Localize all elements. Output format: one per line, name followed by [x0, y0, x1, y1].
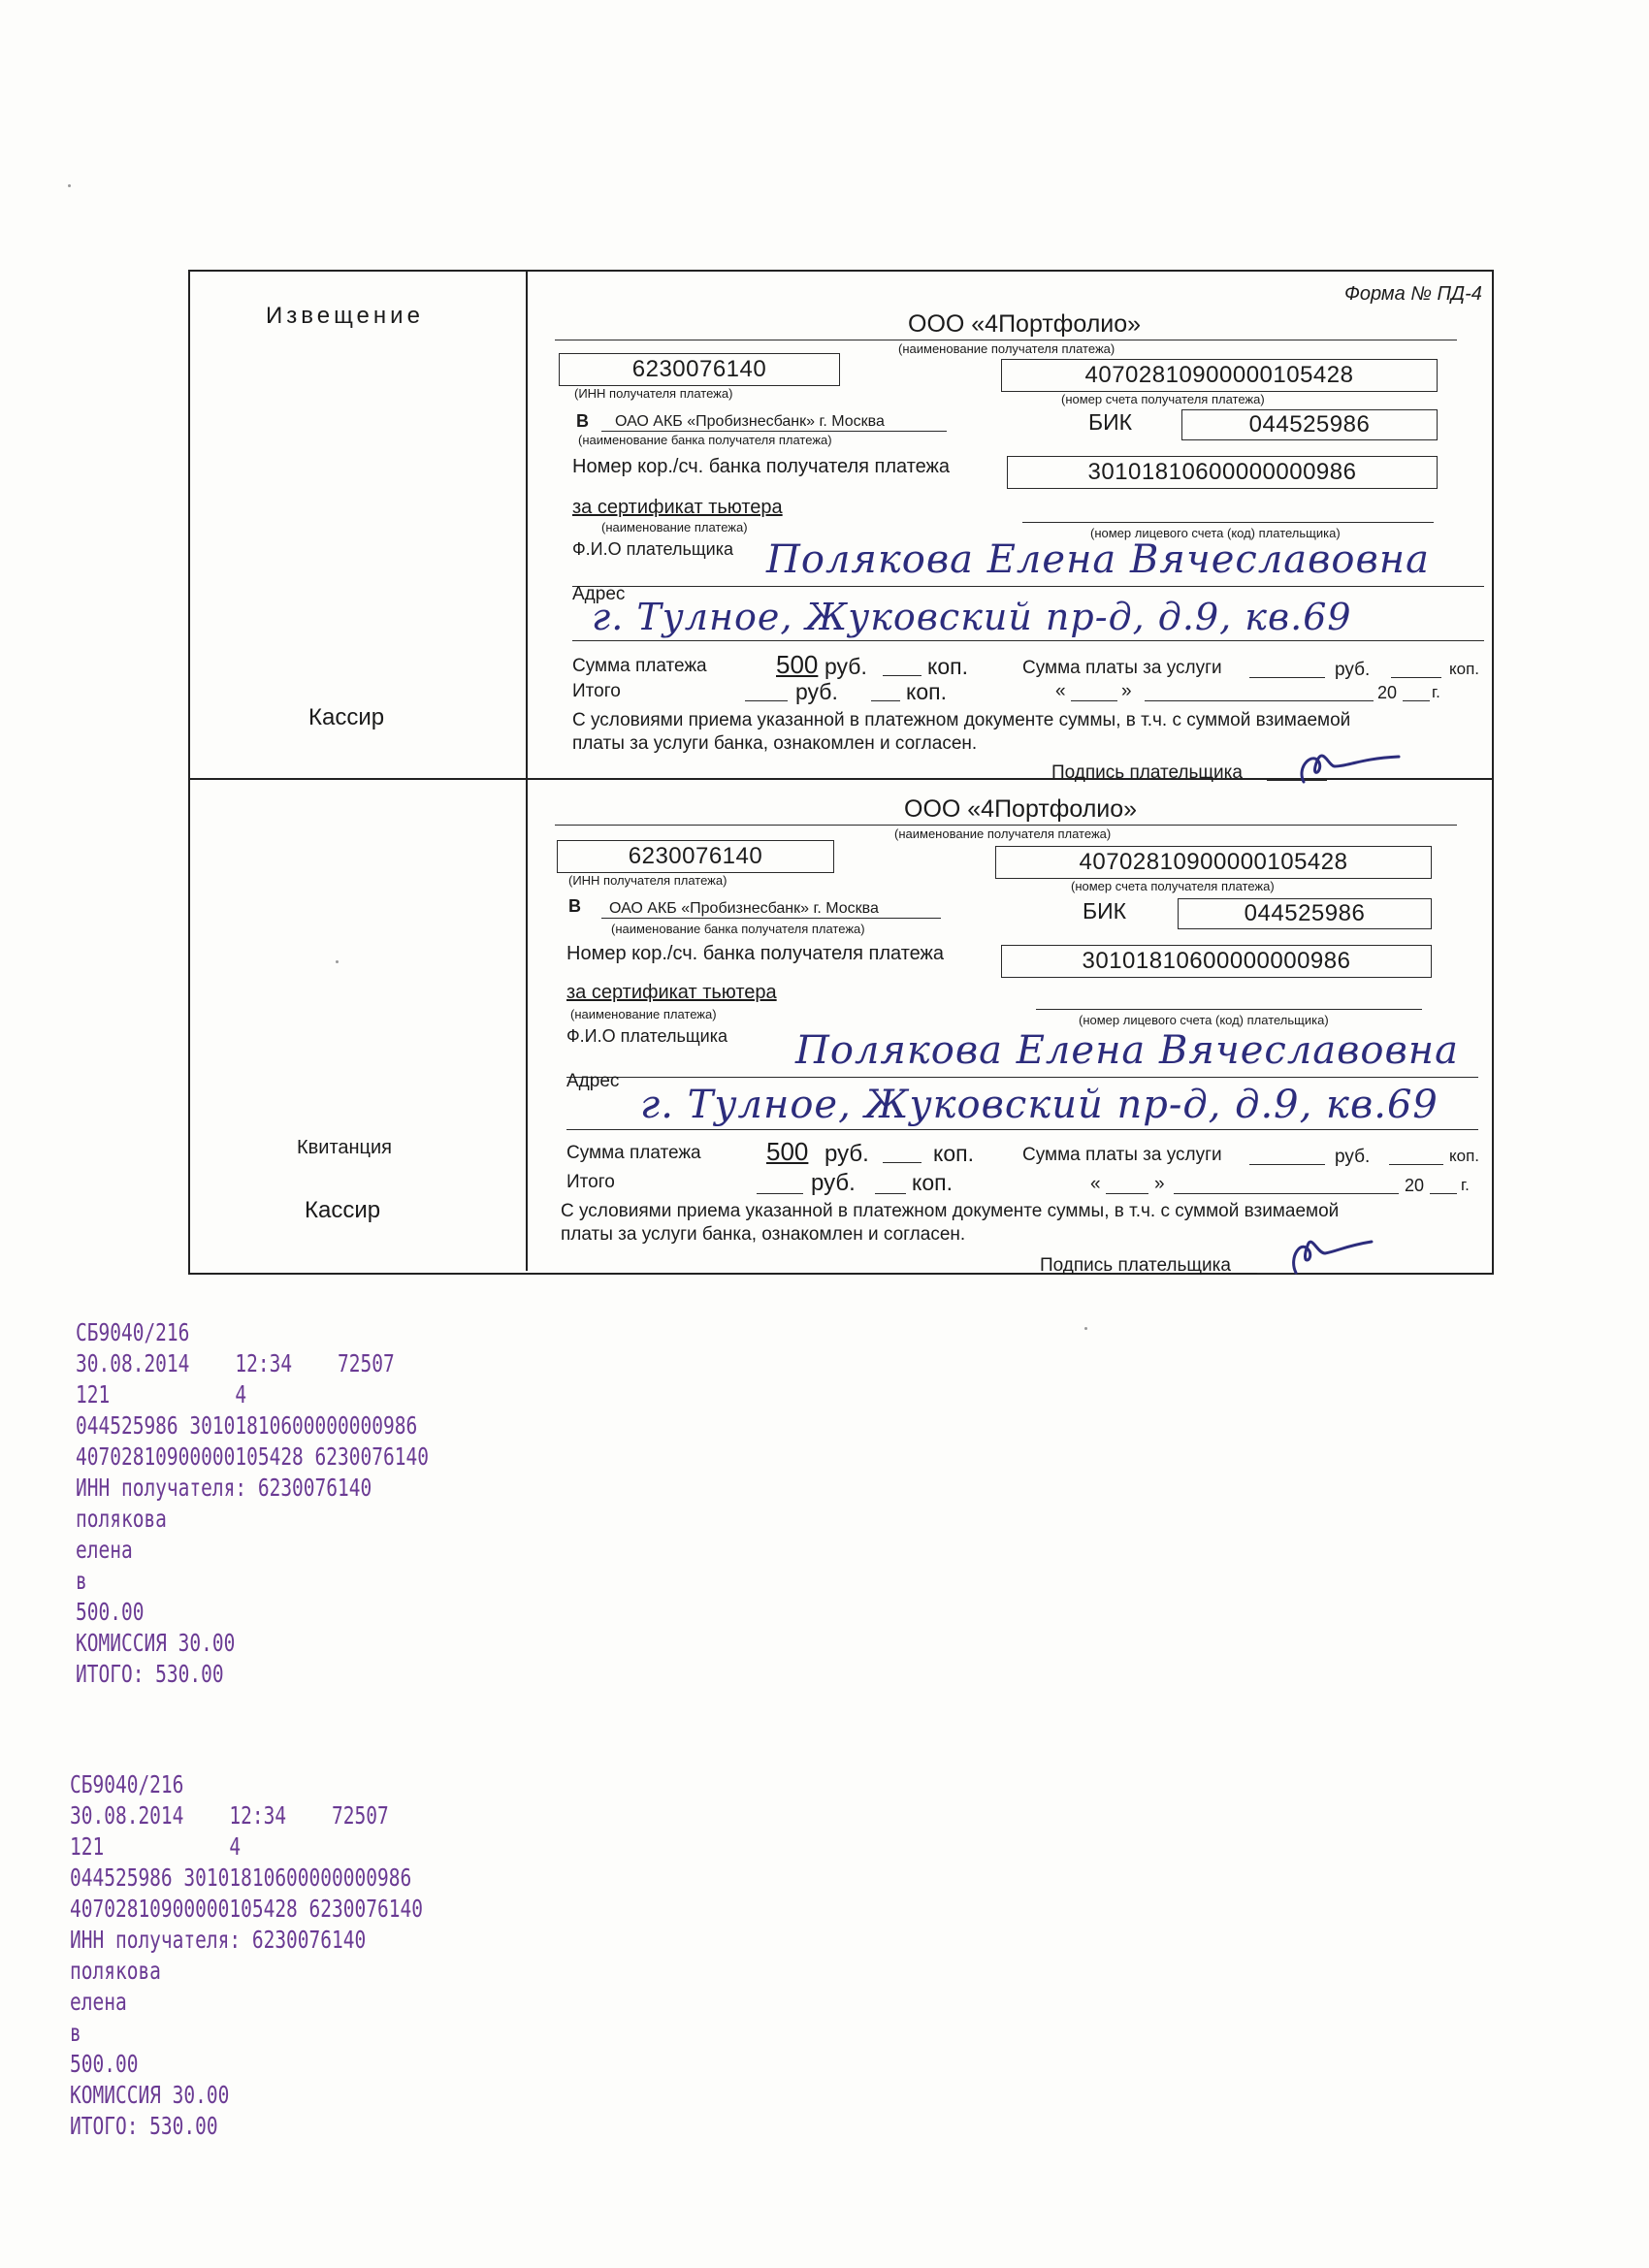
date-day-blank — [1106, 1193, 1148, 1194]
account-box: 40702810900000105428 — [1001, 359, 1438, 392]
sum-label: Сумма платежа — [572, 656, 707, 676]
slip-line: ИТОГО: 530.00 — [70, 2112, 218, 2140]
personal-account-caption: (номер лицевого счета (код) плательщика) — [1079, 1013, 1329, 1027]
signature-label: Подпись плательщика — [1040, 1255, 1231, 1276]
address-line — [572, 640, 1484, 641]
slip-line: 044525986 30101810600000000986 — [70, 1863, 412, 1892]
recipient-caption: (наименование получателя платежа) — [898, 341, 1116, 356]
total-rub-label: руб. — [795, 679, 838, 704]
recipient-caption: (наименование получателя платежа) — [894, 826, 1112, 841]
total-rub-label: руб. — [811, 1170, 856, 1196]
date-month-blank — [1145, 700, 1374, 701]
bank-line — [601, 918, 941, 919]
rub-label: руб. — [824, 1141, 869, 1167]
personal-account-caption: (номер лицевого счета (код) плательщика) — [1090, 526, 1341, 540]
slip-line: елена — [70, 1988, 127, 2016]
slip-line: полякова — [76, 1505, 167, 1533]
slip-line: СБ9040/216 — [76, 1318, 190, 1346]
slip-line: 40702810900000105428 6230076140 — [76, 1442, 429, 1471]
fee-kop-blank — [1391, 677, 1441, 678]
bik-box: 044525986 — [1181, 409, 1438, 440]
year-suffix: г. — [1461, 1176, 1470, 1194]
account-caption: (номер счета получателя платежа) — [1071, 879, 1275, 893]
payer-line — [566, 1077, 1478, 1078]
bank-caption: (наименование банка получателя платежа) — [611, 922, 865, 936]
fee-kop-label: коп. — [1449, 660, 1480, 678]
total-kop-label: коп. — [912, 1170, 953, 1195]
fee-rub-label: руб. — [1335, 660, 1371, 680]
year-label: 20 — [1405, 1176, 1425, 1195]
payer-line — [572, 586, 1484, 587]
kop-blank — [883, 1162, 922, 1163]
recipient-line — [555, 825, 1457, 826]
receipt-label: Квитанция — [297, 1137, 393, 1158]
slip-line: 121 4 — [70, 1832, 242, 1861]
payer-label: Ф.И.О плательщика — [572, 539, 733, 559]
account-caption: (номер счета получателя платежа) — [1061, 392, 1265, 406]
sum-value: 500 — [776, 650, 819, 679]
terms-line-2: платы за услуги банка, ознакомлен и согласен. — [561, 1224, 966, 1245]
payer-signature — [1282, 1224, 1379, 1277]
bank-caption: (наименование банка получателя платежа) — [578, 433, 832, 447]
year-blank — [1430, 1193, 1457, 1194]
inn-caption: (ИНН получателя платежа) — [574, 386, 733, 401]
notice-label: Извещение — [266, 303, 424, 329]
form-number: Форма № ПД-4 — [1344, 283, 1482, 305]
recipient-name: ООО «4Портфолио» — [904, 795, 1138, 823]
kop-label: коп. — [927, 654, 968, 679]
slip-line: 30.08.2014 12:34 72507 — [70, 1801, 389, 1830]
date-close-quote: » — [1154, 1174, 1165, 1194]
inn-caption: (ИНН получателя платежа) — [568, 873, 728, 888]
fee-label: Сумма платы за услуги — [1022, 1145, 1222, 1165]
total-rub-blank — [757, 1193, 803, 1194]
bik-label: БИК — [1083, 898, 1127, 923]
total-label: Итого — [572, 681, 621, 701]
date-close-quote: » — [1121, 681, 1132, 701]
date-open-quote: « — [1055, 681, 1066, 701]
address-line — [566, 1129, 1478, 1130]
payer-name-handwritten: Полякова Елена Вячеславовна — [766, 537, 1430, 582]
purpose: за сертификат тьютера — [572, 497, 783, 518]
inn-box: 6230076140 — [557, 840, 834, 873]
date-day-blank — [1071, 700, 1117, 701]
date-open-quote: « — [1090, 1174, 1101, 1194]
slip-line: ИНН получателя: 6230076140 — [70, 1926, 367, 1954]
bik-label: БИК — [1088, 409, 1133, 435]
account-box: 40702810900000105428 — [995, 846, 1432, 879]
slip-line: 500.00 — [76, 1598, 145, 1626]
kop-blank — [883, 675, 922, 676]
total-kop-label: коп. — [906, 679, 947, 704]
slip-line: в — [70, 2019, 81, 2047]
signature-label: Подпись плательщика — [1051, 762, 1243, 783]
slip-line: КОМИССИЯ 30.00 — [70, 2081, 230, 2109]
date-month-blank — [1174, 1193, 1399, 1194]
slip-line: КОМИССИЯ 30.00 — [76, 1629, 236, 1657]
payer-name-handwritten: Полякова Елена Вячеславовна — [795, 1028, 1459, 1073]
slip-line: полякова — [70, 1957, 161, 1985]
bank-name: ОАО АКБ «Пробизнесбанк» г. Москва — [615, 413, 885, 430]
address-label: Адрес — [566, 1071, 620, 1091]
terms-line-1: С условиями приема указанной в платежном документе суммы, в т.ч. с суммой взимаемой — [561, 1201, 1340, 1221]
fee-rub-blank — [1249, 677, 1325, 678]
payer-label: Ф.И.О плательщика — [566, 1026, 728, 1046]
slip-line: СБ9040/216 — [70, 1770, 184, 1798]
purpose-caption: (наименование платежа) — [601, 520, 748, 535]
recipient-name: ООО «4Портфолио» — [908, 310, 1142, 338]
terms-line-1: С условиями приема указанной в платежном документе суммы, в т.ч. с суммой взимаемой — [572, 710, 1351, 730]
total-label: Итого — [566, 1172, 615, 1192]
form-divider — [526, 272, 528, 1271]
fee-rub-label: руб. — [1335, 1147, 1371, 1167]
kop-label: коп. — [933, 1141, 974, 1166]
receipt-slip-1 — [76, 1317, 429, 1690]
fee-kop-label: коп. — [1449, 1147, 1480, 1165]
bank-line — [601, 431, 947, 432]
fee-rub-blank — [1249, 1164, 1325, 1165]
slip-line: 40702810900000105428 6230076140 — [70, 1895, 423, 1923]
total-rub-blank — [745, 700, 788, 701]
address-label: Адрес — [572, 584, 626, 604]
address-handwritten: г. Тулное, Жуковский пр-д, д.9, кв.69 — [592, 596, 1352, 638]
year-label: 20 — [1377, 683, 1398, 702]
cashier-label-top: Кассир — [308, 704, 385, 730]
cashier-label-bottom: Кассир — [305, 1197, 381, 1223]
sum-value: 500 — [766, 1137, 809, 1166]
purpose: за сертификат тьютера — [566, 982, 777, 1003]
inn-box: 6230076140 — [559, 353, 840, 386]
slip-line: елена — [76, 1536, 133, 1564]
purpose-caption: (наименование платежа) — [570, 1007, 717, 1021]
slip-line: 044525986 30101810600000000986 — [76, 1411, 418, 1440]
slip-line: в — [76, 1567, 87, 1595]
address-handwritten: г. Тулное, Жуковский пр-д, д.9, кв.69 — [640, 1083, 1439, 1127]
slip-line: 30.08.2014 12:34 72507 — [76, 1349, 395, 1377]
bank-prefix: В — [568, 896, 581, 916]
receipt-slip-2 — [70, 1769, 423, 2142]
personal-account-line — [1022, 522, 1434, 523]
scan-speck — [68, 184, 71, 187]
corr-box: 30101810600000000986 — [1007, 456, 1438, 489]
personal-account-line — [1036, 1009, 1422, 1010]
year-suffix: г. — [1432, 683, 1440, 701]
scan-speck — [1084, 1327, 1087, 1330]
total-kop-blank — [871, 700, 900, 701]
bank-name: ОАО АКБ «Пробизнесбанк» г. Москва — [609, 900, 879, 917]
corr-label: Номер кор./сч. банка получателя платежа — [566, 943, 945, 964]
slip-line: ИНН получателя: 6230076140 — [76, 1474, 372, 1502]
slip-line: 121 4 — [76, 1380, 247, 1409]
payer-signature — [1290, 737, 1406, 790]
rub-label: руб. — [824, 654, 867, 679]
year-blank — [1403, 700, 1430, 701]
bank-prefix: В — [576, 411, 589, 431]
sum-label: Сумма платежа — [566, 1143, 701, 1163]
fee-label: Сумма платы за услуги — [1022, 658, 1222, 678]
bik-box: 044525986 — [1178, 898, 1432, 929]
corr-label: Номер кор./сч. банка получателя платежа — [572, 456, 951, 477]
corr-box: 30101810600000000986 — [1001, 945, 1432, 978]
fee-kop-blank — [1389, 1164, 1443, 1165]
terms-line-2: платы за услуги банка, ознакомлен и согласен. — [572, 733, 978, 754]
slip-line: 500.00 — [70, 2050, 139, 2078]
total-kop-blank — [875, 1193, 906, 1194]
slip-line: ИТОГО: 530.00 — [76, 1660, 224, 1688]
